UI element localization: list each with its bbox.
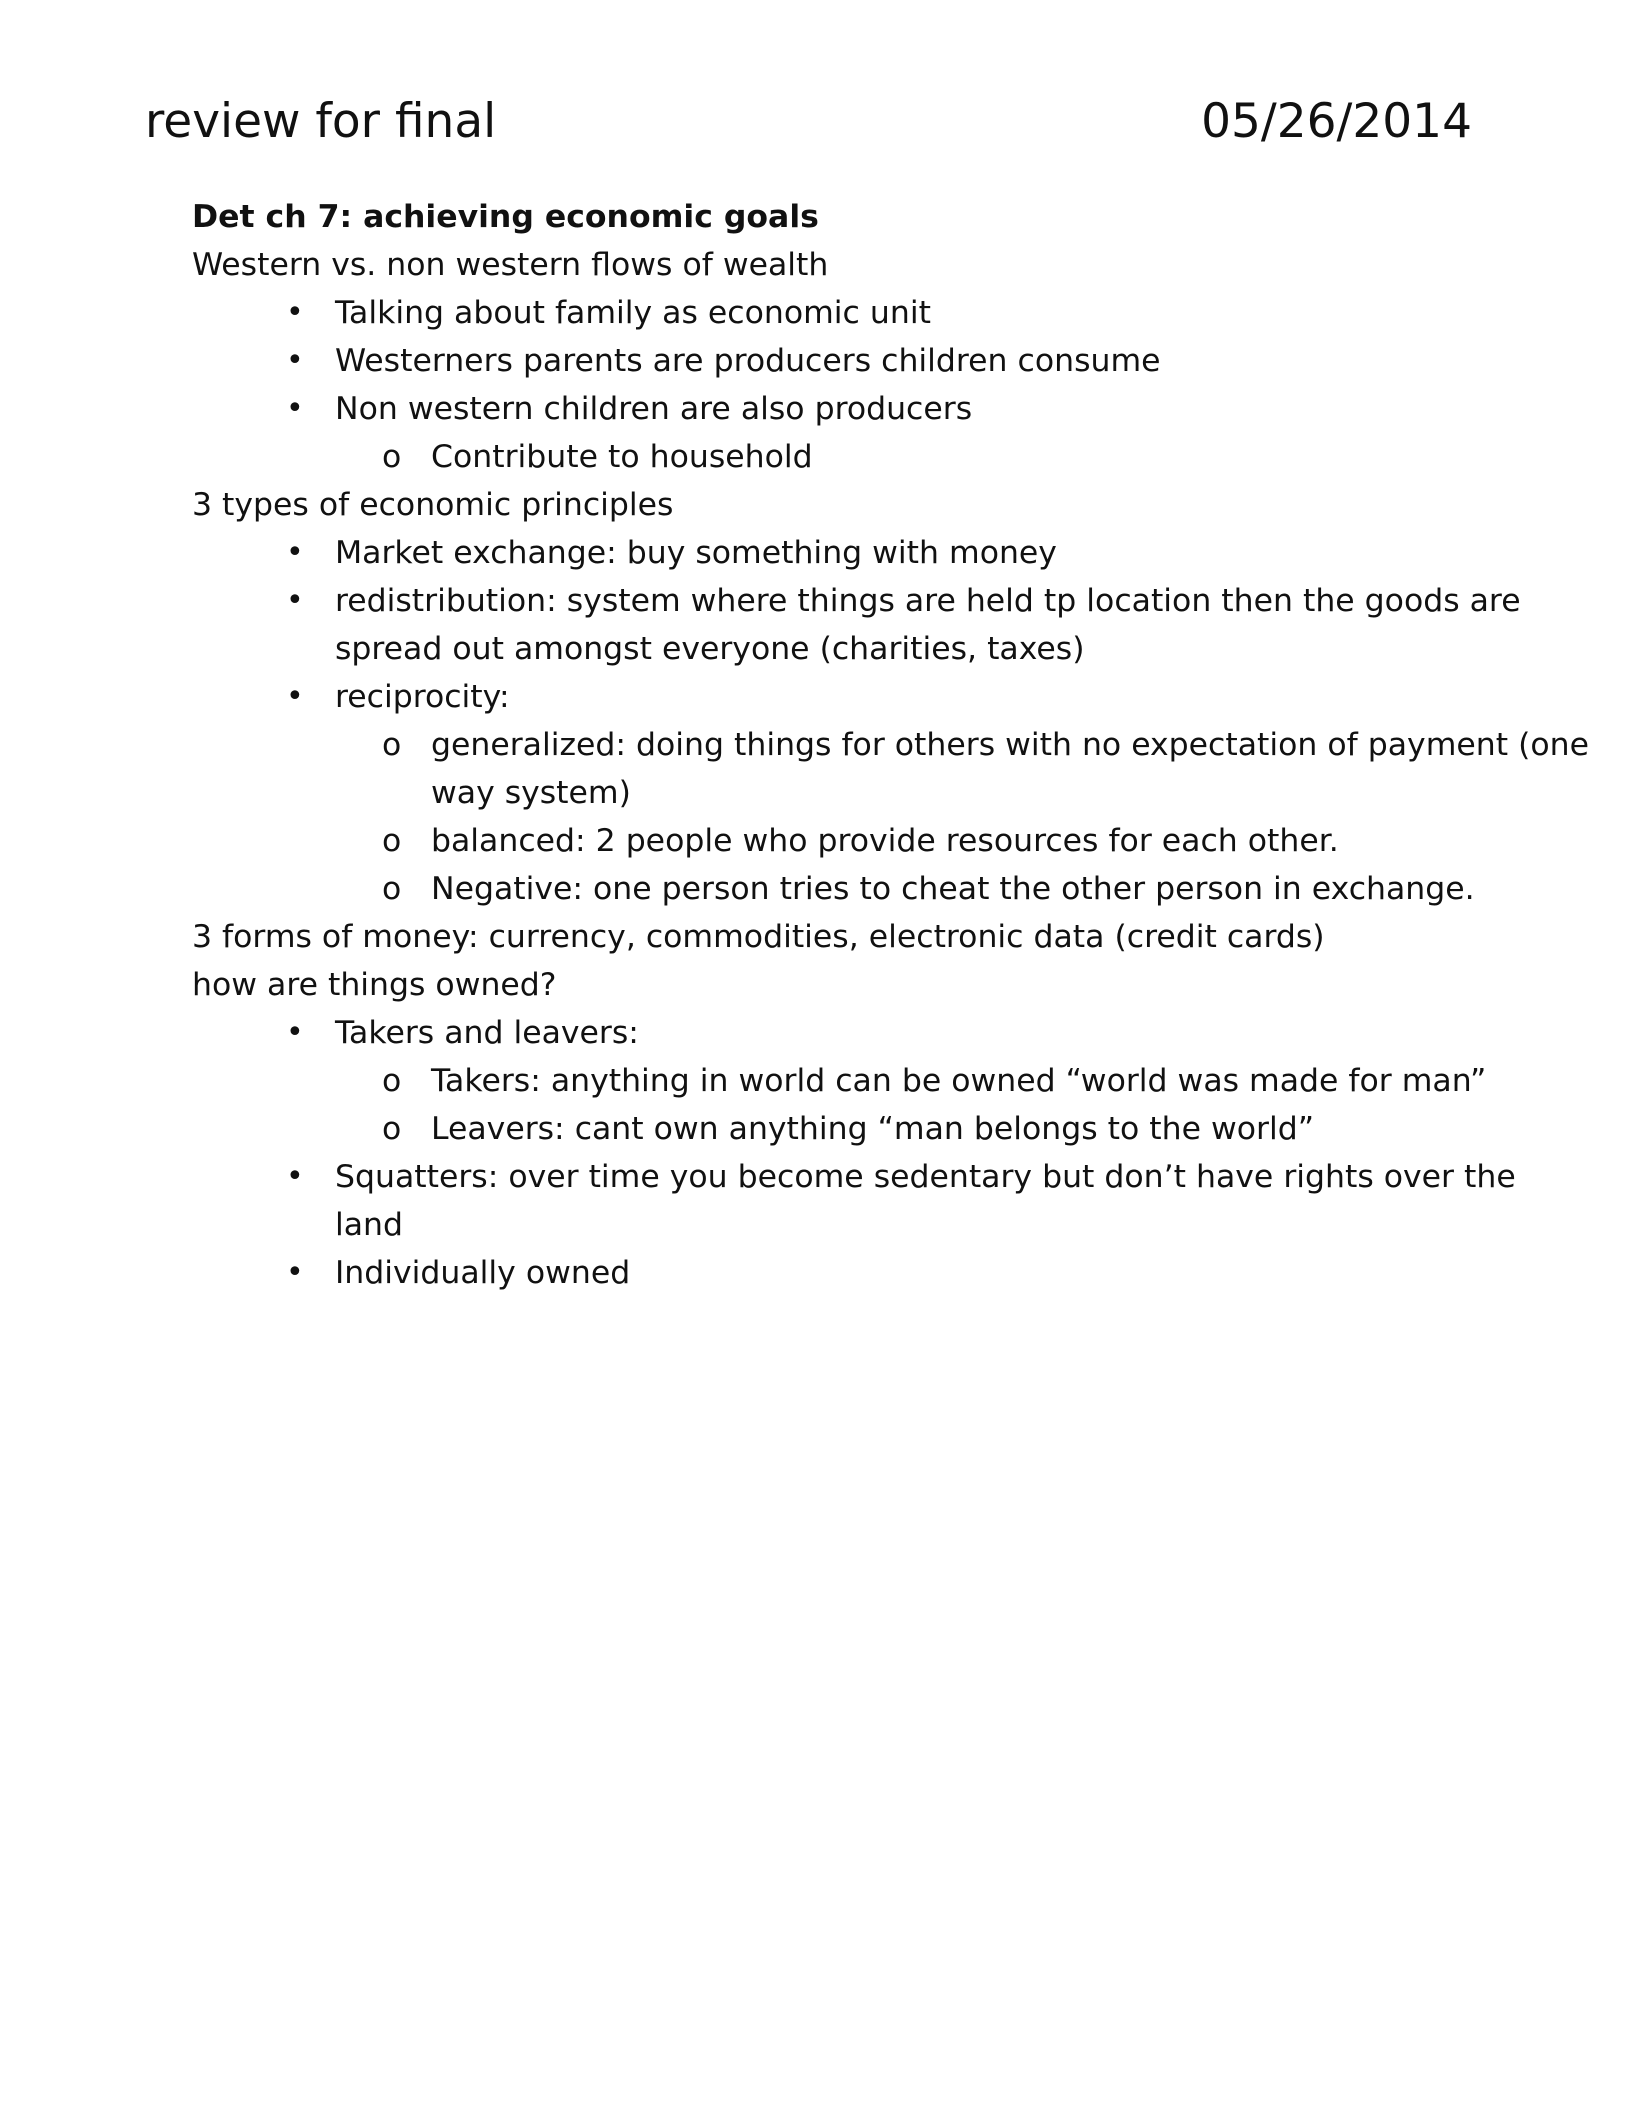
bullet-icon: • bbox=[286, 295, 304, 330]
bullet-icon: • bbox=[286, 583, 304, 618]
sub-list-item-text: Negative: one person tries to cheat the other person in exchange. bbox=[431, 871, 1475, 907]
money-line: 3 forms of money: currency, commodities, electronic data (credit cards) bbox=[192, 919, 1325, 955]
list-item bbox=[192, 337, 1585, 385]
sub-list-item-text: generalized: doing things for others with no expectation of payment (one way system) bbox=[431, 727, 1589, 811]
bullet-icon: • bbox=[286, 535, 304, 570]
list-item bbox=[192, 1009, 1585, 1057]
sub-list-item-text: balanced: 2 people who provide resources for each other. bbox=[431, 823, 1339, 859]
list-item-text: Takers and leavers: bbox=[335, 1015, 639, 1051]
list-item bbox=[192, 529, 1585, 577]
document-date: 05/26/2014 bbox=[1201, 94, 1472, 149]
list-item bbox=[192, 577, 1585, 673]
bullet-icon: • bbox=[286, 391, 304, 426]
list-item-text: Talking about family as economic unit bbox=[335, 295, 931, 331]
sub-list-item bbox=[192, 817, 1621, 865]
sub-bullet-icon: o bbox=[382, 727, 402, 763]
sub-list-item-text: Takers: anything in world can be owned “world was made for man” bbox=[431, 1063, 1487, 1099]
sub-list-item-text: Leavers: cant own anything “man belongs to the world” bbox=[431, 1111, 1315, 1147]
list-item bbox=[192, 1153, 1585, 1249]
section-heading: Det ch 7: achieving economic goals bbox=[192, 199, 819, 235]
list-item bbox=[192, 385, 1585, 433]
list-item-text: Market exchange: buy something with money bbox=[335, 535, 1057, 571]
bullet-icon: • bbox=[286, 1255, 304, 1290]
list-item-text: Westerners parents are producers children consume bbox=[335, 343, 1161, 379]
bullet-icon: • bbox=[286, 679, 304, 714]
notes-body bbox=[192, 193, 1589, 1297]
ownership-heading: how are things owned? bbox=[192, 967, 557, 1003]
sub-list-item bbox=[192, 1105, 1621, 1153]
list-item bbox=[192, 1249, 1585, 1297]
sub-bullet-icon: o bbox=[382, 1111, 402, 1147]
sub-bullet-icon: o bbox=[382, 871, 402, 907]
flows-heading: Western vs. non western flows of wealth bbox=[192, 247, 829, 283]
sub-bullet-icon: o bbox=[382, 439, 402, 475]
sub-list-item-text: Contribute to household bbox=[431, 439, 813, 475]
sub-list-item bbox=[192, 721, 1621, 817]
list-item-text: reciprocity: bbox=[335, 679, 510, 715]
sub-bullet-icon: o bbox=[382, 1063, 402, 1099]
principles-heading: 3 types of economic principles bbox=[192, 487, 674, 523]
document-title: review for final bbox=[145, 94, 497, 149]
bullet-icon: • bbox=[286, 343, 304, 378]
sub-list-item bbox=[192, 1057, 1621, 1105]
sub-list-item bbox=[192, 433, 1621, 481]
list-item-text: Individually owned bbox=[335, 1255, 631, 1291]
list-item-text: Non western children are also producers bbox=[335, 391, 973, 427]
list-item-text: Squatters: over time you become sedentary but don’t have rights over the land bbox=[335, 1159, 1516, 1243]
sub-list-item bbox=[192, 865, 1621, 913]
list-item bbox=[192, 289, 1585, 337]
sub-bullet-icon: o bbox=[382, 823, 402, 859]
list-item-text: redistribution: system where things are held tp location then the goods are spread out amongst everyone (charities, taxes) bbox=[335, 583, 1521, 667]
list-item bbox=[192, 673, 1585, 721]
bullet-icon: • bbox=[286, 1159, 304, 1194]
bullet-icon: • bbox=[286, 1015, 304, 1050]
